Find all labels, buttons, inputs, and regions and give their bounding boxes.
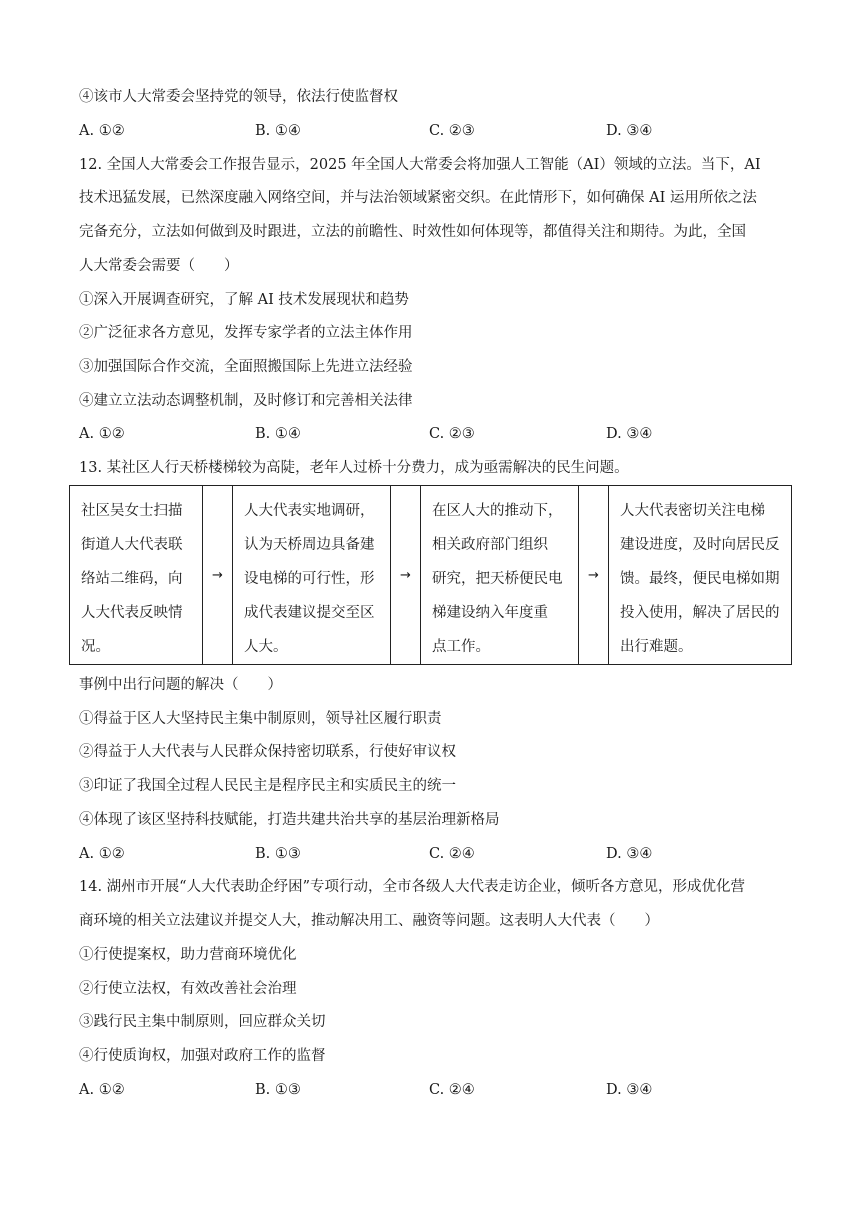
q12-option-d[interactable]: D. ③④ xyxy=(606,426,653,442)
q11-option-b[interactable]: B. ①④ xyxy=(255,123,301,139)
q13-item-2: ②得益于人大代表与人民群众保持密切联系，行使好审议权 xyxy=(79,744,456,760)
q13-flow-table xyxy=(69,485,792,665)
q12-item-2: ②广泛征求各方意见，发挥专家学者的立法主体作用 xyxy=(79,325,413,341)
q14-option-b[interactable]: B. ①③ xyxy=(255,1082,301,1098)
q14-item-1: ①行使提案权，助力营商环境优化 xyxy=(79,947,297,963)
arrow-right-icon: → xyxy=(203,486,233,665)
q12-option-b[interactable]: B. ①④ xyxy=(255,426,301,442)
flow-step-2-line: 设电梯的可行性，形 xyxy=(244,571,375,587)
q13-item-4: ④体现了该区坚持科技赋能，打造共建共治共享的基层治理新格局 xyxy=(79,812,500,828)
q14-item-4: ④行使质询权，加强对政府工作的监督 xyxy=(79,1048,326,1064)
flow-step-1-line: 人大代表反映情 xyxy=(81,605,183,621)
q13-stem: 13. 某社区人行天桥楼梯较为高陡，老年人过桥十分费力，成为亟需解决的民生问题。 xyxy=(79,460,629,476)
q14-stem-line-2: 商环境的相关立法建议并提交人大，推动解决用工、融资等问题。这表明人大代表（ ） xyxy=(79,913,659,929)
q11-item-4: ④该市人大常委会坚持党的领导，依法行使监督权 xyxy=(79,89,398,105)
q13-option-c[interactable]: C. ②④ xyxy=(429,846,475,862)
flow-step-3-line: 研究，把天桥便民电 xyxy=(432,571,563,587)
arrow-right-icon: → xyxy=(579,486,609,665)
flow-step-3-line: 点工作。 xyxy=(432,639,490,655)
q13-item-1: ①得益于区人大坚持民主集中制原则，领导社区履行职责 xyxy=(79,711,442,727)
flow-step-2 xyxy=(233,486,391,665)
flow-step-4-line: 建设进度，及时向居民反 xyxy=(620,537,780,553)
flow-step-2-line: 人大。 xyxy=(244,639,288,655)
q12-option-c[interactable]: C. ②③ xyxy=(429,426,475,442)
q12-stem-line-4: 人大常委会需要（ ） xyxy=(79,258,239,274)
flow-step-3-line: 相关政府部门组织 xyxy=(432,537,548,553)
q12-stem-line-2: 技术迅猛发展，已然深度融入网络空间，并与法治领域紧密交织。在此情形下，如何确保 AI 运用所依之法 xyxy=(79,190,757,206)
q14-options xyxy=(79,1080,791,1100)
flow-step-1-line: 络站二维码，向 xyxy=(81,571,183,587)
q12-stem-line-1: 12. 全国人大常委会工作报告显示，2025 年全国人大常委会将加强人工智能（AI）领域的立法。当下，AI xyxy=(79,157,761,173)
flow-step-3-line: 梯建设纳入年度重 xyxy=(432,605,548,621)
q14-item-3: ③践行民主集中制原则，回应群众关切 xyxy=(79,1014,326,1030)
q13-option-d[interactable]: D. ③④ xyxy=(606,846,653,862)
q14-option-a[interactable]: A. ①② xyxy=(79,1082,125,1098)
flow-step-4-line: 人大代表密切关注电梯 xyxy=(620,503,765,519)
flow-step-1 xyxy=(70,486,203,665)
flow-step-3-line: 在区人大的推动下， xyxy=(432,503,563,519)
q12-item-1: ①深入开展调查研究，了解 AI 技术发展现状和趋势 xyxy=(79,292,409,308)
flow-step-2-line: 成代表建议提交至区 xyxy=(244,605,375,621)
q13-question: 事例中出行问题的解决（ ） xyxy=(79,677,282,693)
q12-item-4: ④建立立法动态调整机制，及时修订和完善相关法律 xyxy=(79,393,413,409)
q12-option-a[interactable]: A. ①② xyxy=(79,426,125,442)
q13-option-a[interactable]: A. ①② xyxy=(79,846,125,862)
flow-step-2-line: 人大代表实地调研， xyxy=(244,503,375,519)
q11-option-d[interactable]: D. ③④ xyxy=(606,123,653,139)
q13-item-3: ③印证了我国全过程人民民主是程序民主和实质民主的统一 xyxy=(79,778,456,794)
flow-step-2-line: 认为天桥周边具备建 xyxy=(244,537,375,553)
q14-option-d[interactable]: D. ③④ xyxy=(606,1082,653,1098)
arrow-right-icon: → xyxy=(391,486,421,665)
flow-step-4-line: 馈。最终，便民电梯如期 xyxy=(620,571,780,587)
flow-step-3 xyxy=(421,486,579,665)
q14-stem-line-1: 14. 湖州市开展“人大代表助企纾困”专项行动，全市各级人大代表走访企业，倾听各方意见，形成优化营 xyxy=(79,879,745,895)
q14-item-2: ②行使立法权，有效改善社会治理 xyxy=(79,981,297,997)
flow-step-4-line: 投入使用，解决了居民的 xyxy=(620,605,780,621)
q11-option-c[interactable]: C. ②③ xyxy=(429,123,475,139)
q13-options xyxy=(79,844,791,864)
flow-step-4-line: 出行难题。 xyxy=(620,639,693,655)
q12-stem-line-3: 完备充分，立法如何做到及时跟进，立法的前瞻性、时效性如何体现等，都值得关注和期待。为此，全国 xyxy=(79,224,746,240)
q12-item-3: ③加强国际合作交流，全面照搬国际上先进立法经验 xyxy=(79,359,413,375)
q11-option-a[interactable]: A. ①② xyxy=(79,123,125,139)
q12-options xyxy=(79,424,791,444)
flow-step-4 xyxy=(609,486,792,665)
q14-option-c[interactable]: C. ②④ xyxy=(429,1082,475,1098)
q11-options xyxy=(79,121,791,141)
q13-option-b[interactable]: B. ①③ xyxy=(255,846,301,862)
flow-step-1-line: 社区吴女士扫描 xyxy=(81,503,183,519)
flow-step-1-line: 况。 xyxy=(81,639,110,655)
flow-step-1-line: 街道人大代表联 xyxy=(81,537,183,553)
